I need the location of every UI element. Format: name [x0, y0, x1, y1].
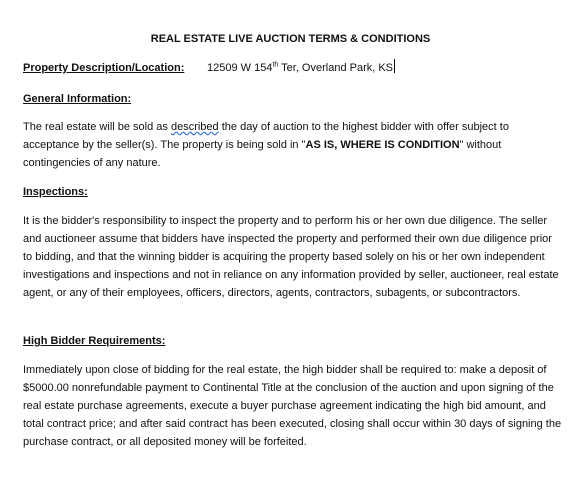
property-value[interactable]: [207, 62, 395, 74]
general-information-heading: [23, 90, 131, 108]
high-bidder-paragraph: Immediately upon close of bidding for the real estate, the high bidder shall be required to: make a deposit of $5000.00 nonrefundable payment to Continental Title at the conclusion of the auction and upon signing of the real estate purchase agreements, execute a buyer purchase agreement indicating the high bid amount, and total contract price; and after said contract has been executed, closing shall occur within 30 days of signing the purchase contract, or all deposited money will be forfeited.: [23, 364, 562, 448]
property-address-suffix: th: [272, 61, 279, 69]
inspections-paragraph: It is the bidder's responsibility to inspect the property and to perform his or her own due diligence. The seller and auctioneer assume that bidders have inspected the property and performed their own due diligence prior to bidding, and that the winning bidder is acquiring the property based solely on his or her own independent investigations and inspections and not in reliance on any information provided by seller, auctioneer, real estate agent, or any of their employees, officers, directors, agents, contractors, subagents, or subcontractors.: [23, 215, 559, 299]
general-text-2: the day of auction to the highest bidder with offer subject to acceptance by the seller(s). The property is being sold in ": [23, 121, 509, 151]
inspections-heading: Inspections:: [23, 186, 88, 198]
property-line: [23, 59, 395, 77]
general-heading-colon: :: [127, 93, 132, 105]
general-information-paragraph: [23, 118, 563, 172]
high-bidder-heading: High Bidder Requirements:: [23, 335, 166, 347]
general-heading-text: General Information: [23, 93, 128, 105]
general-text-1: The real estate will be sold as: [23, 121, 171, 133]
general-text-3: " without contingencies of any nature.: [23, 139, 502, 169]
document-title: REAL ESTATE LIVE AUCTION TERMS & CONDITIONS: [150, 33, 431, 45]
property-address-part1: 12509 W 154: [207, 62, 273, 74]
property-address-part2: Ter, Overland Park, KS: [278, 62, 394, 74]
text-cursor: [394, 59, 395, 73]
spellcheck-flagged-word[interactable]: described: [170, 121, 219, 133]
as-is-condition: AS IS, WHERE IS CONDITION: [305, 139, 460, 151]
property-label: Property Description/Location:: [23, 62, 185, 74]
